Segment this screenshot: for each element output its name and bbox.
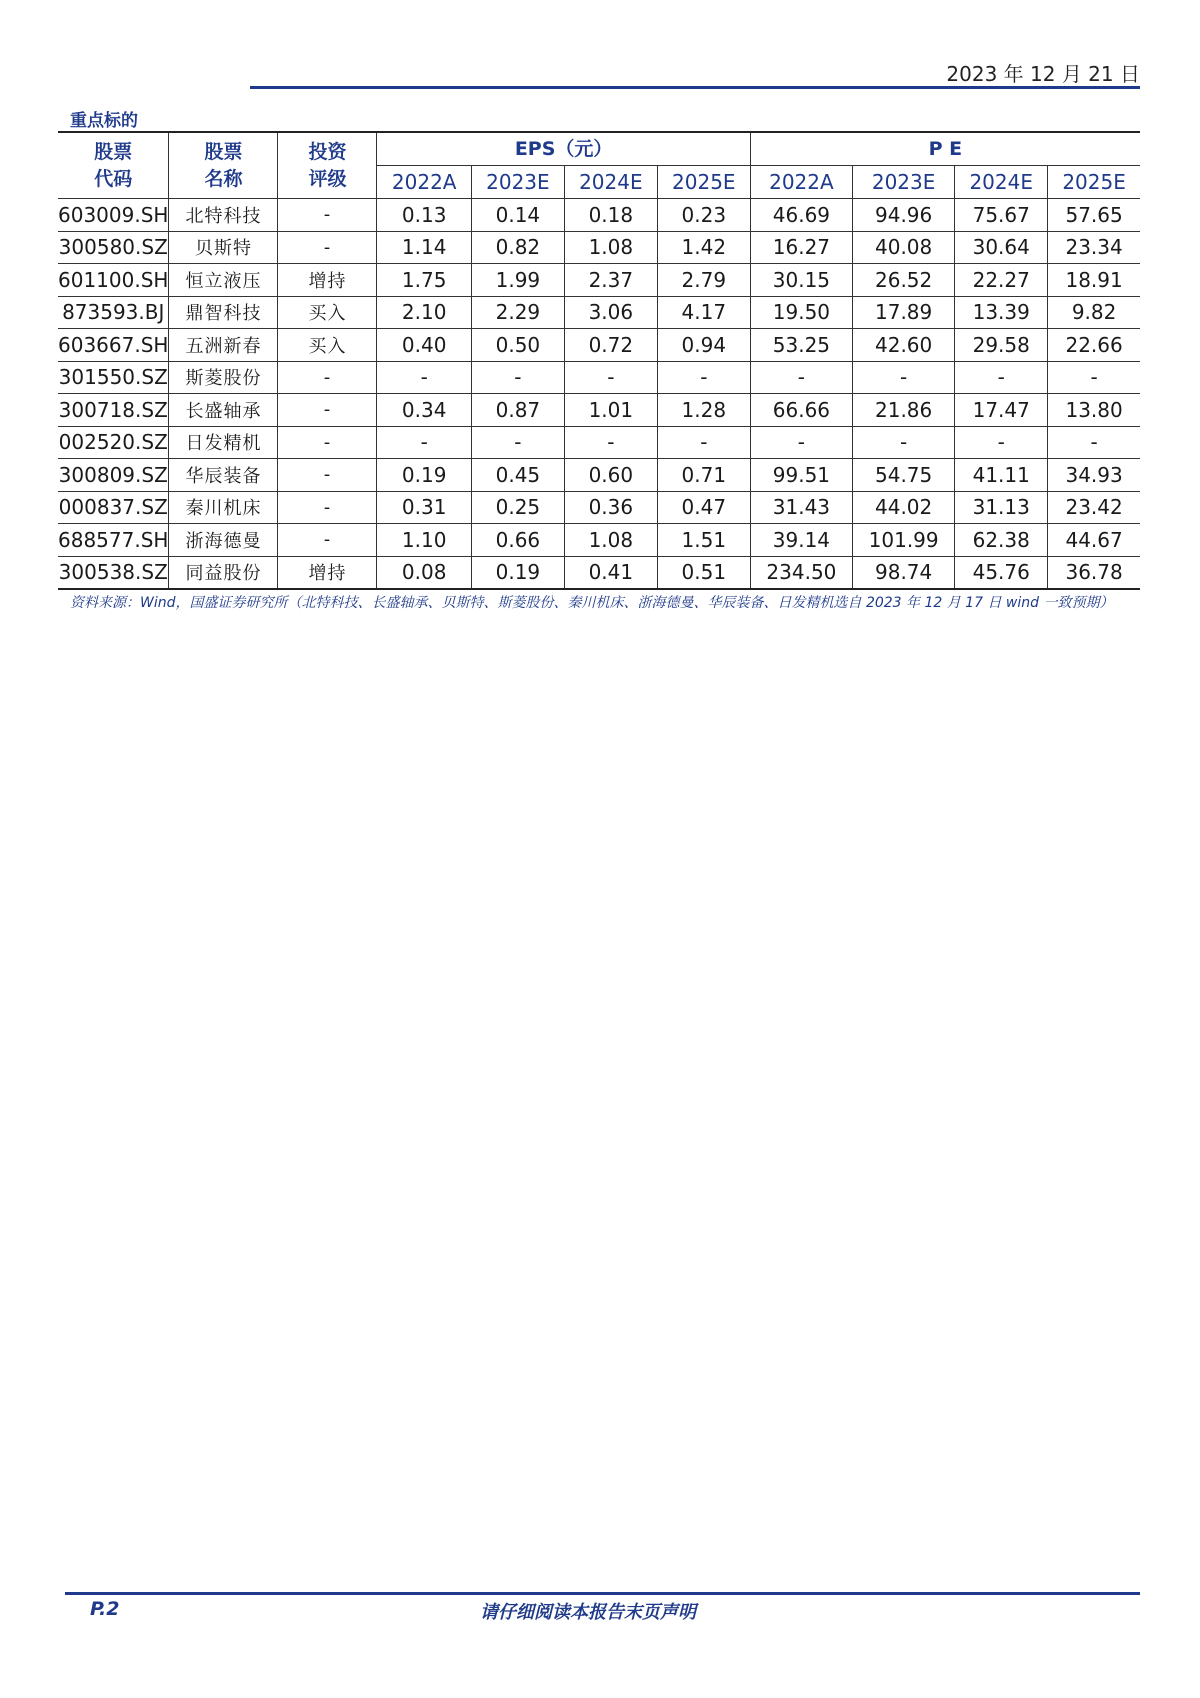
- eps-2022a: 2.10: [377, 296, 471, 329]
- eps-2023e: 2.29: [471, 296, 564, 329]
- pe-2023e: 54.75: [853, 459, 955, 492]
- header-rating-label: 投资 评级: [308, 140, 347, 190]
- stock-code: 688577.SH: [58, 524, 169, 557]
- pe-2023e: 40.08: [853, 231, 955, 264]
- pe-2024e: 30.64: [955, 231, 1048, 264]
- stock-name: 鼎智科技: [169, 296, 278, 329]
- header-eps-2025e: 2025E: [657, 166, 750, 199]
- header-stock-name: [169, 132, 278, 199]
- pe-2025e: 23.42: [1048, 491, 1140, 524]
- pe-2022a: 234.50: [750, 556, 852, 589]
- source-note: 资料来源：Wind，国盛证券研究所（北特科技、长盛轴承、贝斯特、斯菱股份、秦川机床、浙海德曼、华辰装备、日发精机选自 2023 年 12 月 17 日 wind 一致预期）: [70, 595, 1114, 611]
- header-eps-2024e: 2024E: [564, 166, 657, 199]
- pe-2024e: -: [955, 426, 1048, 459]
- stock-code: 603667.SH: [58, 329, 169, 362]
- pe-2024e: 13.39: [955, 296, 1048, 329]
- pe-2025e: 9.82: [1048, 296, 1140, 329]
- eps-2025e: 0.47: [657, 491, 750, 524]
- header-eps-2023e: 2023E: [471, 166, 564, 199]
- stock-code: 002520.SZ: [58, 426, 169, 459]
- table-title: 重点标的: [70, 111, 138, 131]
- eps-2022a: -: [377, 426, 471, 459]
- eps-2025e: -: [657, 361, 750, 394]
- pe-2025e: 36.78: [1048, 556, 1140, 589]
- eps-2025e: 2.79: [657, 264, 750, 297]
- stock-code: 873593.BJ: [58, 296, 169, 329]
- stock-code: 601100.SH: [58, 264, 169, 297]
- eps-2025e: 0.94: [657, 329, 750, 362]
- pe-2022a: 53.25: [750, 329, 852, 362]
- table-row: [58, 264, 1140, 297]
- stock-name: 日发精机: [169, 426, 278, 459]
- pe-2023e: 42.60: [853, 329, 955, 362]
- table-row: [58, 426, 1140, 459]
- pe-2025e: 44.67: [1048, 524, 1140, 557]
- stock-name: 秦川机床: [169, 491, 278, 524]
- table-row: [58, 491, 1140, 524]
- stock-code: 300580.SZ: [58, 231, 169, 264]
- pe-2024e: 22.27: [955, 264, 1048, 297]
- table-body: [58, 199, 1140, 590]
- stock-code: 300809.SZ: [58, 459, 169, 492]
- header-eps: EPS（元）: [377, 132, 750, 166]
- page-number: P.2: [90, 1598, 120, 1620]
- pe-2024e: 75.67: [955, 199, 1048, 232]
- pe-2025e: 57.65: [1048, 199, 1140, 232]
- header-divider: [250, 86, 1140, 89]
- stock-rating: 买入: [278, 329, 377, 362]
- pe-2025e: 18.91: [1048, 264, 1140, 297]
- disclaimer-notice: 请仔细阅读本报告末页声明: [480, 1602, 696, 1623]
- stock-rating: -: [278, 361, 377, 394]
- eps-2022a: 0.40: [377, 329, 471, 362]
- stock-name: 长盛轴承: [169, 394, 278, 427]
- eps-2024e: 1.01: [564, 394, 657, 427]
- pe-2022a: 39.14: [750, 524, 852, 557]
- stock-code: 301550.SZ: [58, 361, 169, 394]
- eps-2022a: 0.19: [377, 459, 471, 492]
- pe-2024e: -: [955, 361, 1048, 394]
- header-pe-2022a: 2022A: [750, 166, 852, 199]
- header-pe: P E: [750, 132, 1140, 166]
- eps-2024e: -: [564, 361, 657, 394]
- header-stock-code-label: 股票 代码: [94, 140, 133, 190]
- eps-2022a: 0.34: [377, 394, 471, 427]
- eps-2022a: 1.75: [377, 264, 471, 297]
- pe-2025e: -: [1048, 426, 1140, 459]
- stock-code: 300538.SZ: [58, 556, 169, 589]
- pe-2022a: 99.51: [750, 459, 852, 492]
- table-row: [58, 296, 1140, 329]
- table-row: [58, 459, 1140, 492]
- pe-2022a: 31.43: [750, 491, 852, 524]
- eps-2024e: 1.08: [564, 524, 657, 557]
- pe-2024e: 41.11: [955, 459, 1048, 492]
- stock-rating: -: [278, 394, 377, 427]
- eps-2024e: 0.60: [564, 459, 657, 492]
- pe-2023e: 26.52: [853, 264, 955, 297]
- stock-name: 五洲新春: [169, 329, 278, 362]
- eps-2025e: 1.51: [657, 524, 750, 557]
- eps-2024e: -: [564, 426, 657, 459]
- stock-name: 斯菱股份: [169, 361, 278, 394]
- stock-rating: -: [278, 231, 377, 264]
- header-stock-code: [58, 132, 169, 199]
- pe-2024e: 17.47: [955, 394, 1048, 427]
- header-rating: [278, 132, 377, 199]
- stock-name: 贝斯特: [169, 231, 278, 264]
- eps-2025e: 1.42: [657, 231, 750, 264]
- eps-2022a: 1.14: [377, 231, 471, 264]
- table-row: [58, 329, 1140, 362]
- header-pe-2025e: 2025E: [1048, 166, 1140, 199]
- pe-2024e: 31.13: [955, 491, 1048, 524]
- table-row: [58, 556, 1140, 589]
- stock-name: 恒立液压: [169, 264, 278, 297]
- eps-2023e: 0.19: [471, 556, 564, 589]
- eps-2025e: 0.23: [657, 199, 750, 232]
- eps-2025e: 1.28: [657, 394, 750, 427]
- eps-2023e: 0.25: [471, 491, 564, 524]
- stock-rating: 买入: [278, 296, 377, 329]
- eps-2024e: 0.36: [564, 491, 657, 524]
- header-stock-name-label: 股票 名称: [204, 140, 243, 190]
- header-pe-2023e: 2023E: [853, 166, 955, 199]
- eps-2022a: 0.08: [377, 556, 471, 589]
- table-row: [58, 394, 1140, 427]
- header-eps-2022a: 2022A: [377, 166, 471, 199]
- pe-2023e: 98.74: [853, 556, 955, 589]
- pe-2024e: 29.58: [955, 329, 1048, 362]
- eps-2023e: 0.50: [471, 329, 564, 362]
- table-row: [58, 361, 1140, 394]
- pe-2022a: 46.69: [750, 199, 852, 232]
- eps-2024e: 2.37: [564, 264, 657, 297]
- pe-2023e: 101.99: [853, 524, 955, 557]
- pe-2025e: 13.80: [1048, 394, 1140, 427]
- eps-2025e: 0.71: [657, 459, 750, 492]
- stock-code: 000837.SZ: [58, 491, 169, 524]
- stock-name: 北特科技: [169, 199, 278, 232]
- stock-code: 300718.SZ: [58, 394, 169, 427]
- table-row: [58, 524, 1140, 557]
- pe-2023e: 44.02: [853, 491, 955, 524]
- eps-2022a: 1.10: [377, 524, 471, 557]
- eps-2024e: 0.41: [564, 556, 657, 589]
- pe-2023e: 21.86: [853, 394, 955, 427]
- eps-2023e: 0.14: [471, 199, 564, 232]
- pe-2022a: -: [750, 361, 852, 394]
- eps-2023e: -: [471, 426, 564, 459]
- pe-2022a: -: [750, 426, 852, 459]
- footer-divider: [65, 1592, 1140, 1595]
- pe-2025e: 22.66: [1048, 329, 1140, 362]
- key-stocks-table: [58, 131, 1140, 590]
- stock-rating: -: [278, 524, 377, 557]
- eps-2024e: 1.08: [564, 231, 657, 264]
- eps-2023e: 0.66: [471, 524, 564, 557]
- report-date: 2023 年 12 月 21 日: [946, 62, 1140, 86]
- stock-rating: -: [278, 459, 377, 492]
- table-row: [58, 199, 1140, 232]
- eps-2023e: 0.82: [471, 231, 564, 264]
- pe-2024e: 45.76: [955, 556, 1048, 589]
- stock-rating: 增持: [278, 264, 377, 297]
- eps-2025e: 0.51: [657, 556, 750, 589]
- pe-2023e: -: [853, 361, 955, 394]
- eps-2023e: 0.87: [471, 394, 564, 427]
- pe-2022a: 66.66: [750, 394, 852, 427]
- header-pe-2024e: 2024E: [955, 166, 1048, 199]
- stock-rating: -: [278, 426, 377, 459]
- eps-2022a: 0.31: [377, 491, 471, 524]
- eps-2024e: 0.18: [564, 199, 657, 232]
- stock-rating: -: [278, 491, 377, 524]
- eps-2022a: -: [377, 361, 471, 394]
- table-row: [58, 231, 1140, 264]
- stock-name: 浙海德曼: [169, 524, 278, 557]
- pe-2022a: 16.27: [750, 231, 852, 264]
- eps-2023e: 0.45: [471, 459, 564, 492]
- eps-2024e: 0.72: [564, 329, 657, 362]
- eps-2022a: 0.13: [377, 199, 471, 232]
- eps-2024e: 3.06: [564, 296, 657, 329]
- pe-2025e: 34.93: [1048, 459, 1140, 492]
- pe-2022a: 19.50: [750, 296, 852, 329]
- pe-2022a: 30.15: [750, 264, 852, 297]
- pe-2023e: -: [853, 426, 955, 459]
- pe-2025e: -: [1048, 361, 1140, 394]
- eps-2023e: -: [471, 361, 564, 394]
- pe-2023e: 94.96: [853, 199, 955, 232]
- pe-2024e: 62.38: [955, 524, 1048, 557]
- stock-rating: 增持: [278, 556, 377, 589]
- eps-2025e: -: [657, 426, 750, 459]
- eps-2023e: 1.99: [471, 264, 564, 297]
- eps-2025e: 4.17: [657, 296, 750, 329]
- stock-code: 603009.SH: [58, 199, 169, 232]
- stock-rating: -: [278, 199, 377, 232]
- pe-2023e: 17.89: [853, 296, 955, 329]
- pe-2025e: 23.34: [1048, 231, 1140, 264]
- stock-name: 同益股份: [169, 556, 278, 589]
- stock-name: 华辰装备: [169, 459, 278, 492]
